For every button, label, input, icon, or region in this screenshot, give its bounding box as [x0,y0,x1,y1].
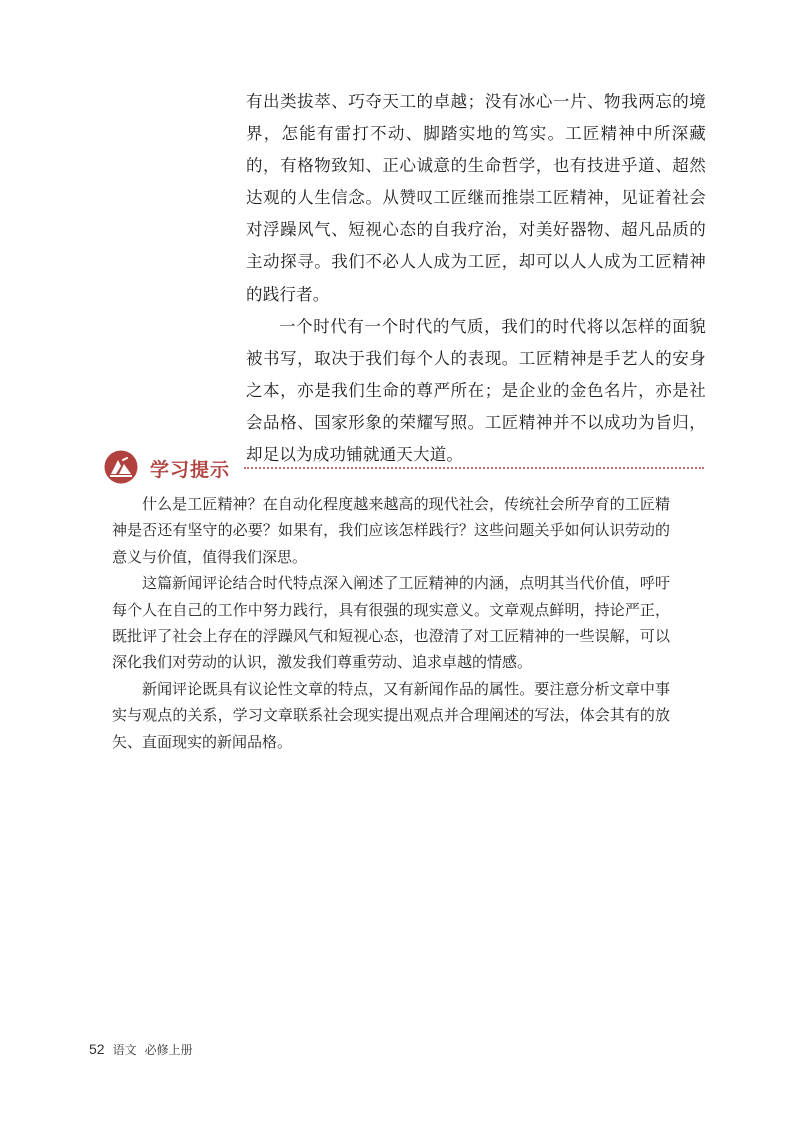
article-body [246,86,706,471]
book-volume: 必修上册 [144,1043,193,1057]
study-tips-logo-icon [104,450,138,484]
study-tips-header [104,450,704,484]
page-footer [89,1041,193,1058]
article-paragraph-1: 有出类拔萃、巧夺天工的卓越；没有冰心一片、物我两忘的境界，怎能有雷打不动、脚踏实地的笃实。工匠精神中所深藏的，有格物致知、正心诚意的生命哲学，也有技进乎道、超然达观的人生信念。从赞叹工匠继而推崇工匠精神，见证着社会对浮躁风气、短视心态的自我疗治，对美好器物、超凡品质的主动探寻。我们不必人人成为工匠，却可以人人成为工匠精神的践行者。 [246,92,706,304]
dotted-divider [244,467,704,469]
study-tips-title: 学习提示 [150,459,231,481]
tips-paragraph-3: 新闻评论既具有议论性文章的特点，又有新闻作品的属性。要注意分析文章中事实与观点的关系，学习文章联系社会现实提出观点并合理阐述的写法，体会其有的放矢、直面现实的新闻品格。 [112,679,670,751]
article-paragraph-2: 一个时代有一个时代的气质，我们的时代将以怎样的面貌被书写，取决于我们每个人的表现。工匠精神是手艺人的安身之本，亦是我们生命的尊严所在；是企业的金色名片，亦是社会品格、国家形象的荣耀写照。工匠精神并不以成功为旨归，却足以为成功铺就通天大道。 [246,316,706,465]
book-title: 语文 [112,1043,137,1057]
study-tips-body [112,491,670,755]
tips-paragraph-1: 什么是工匠精神？在自动化程度越来越高的现代社会，传统社会所孕育的工匠精神是否还有坚守的必要？如果有，我们应该怎样践行？这些问题关乎如何认识劳动的意义与价值，值得我们深思。 [112,495,670,566]
page-number: 52 [89,1041,105,1057]
tips-paragraph-2: 这篇新闻评论结合时代特点深入阐述了工匠精神的内涵，点明其当代价值，呼吁每个人在自己的工作中努力践行，具有很强的现实意义。文章观点鲜明，持论严正，既批评了社会上存在的浮躁风气和短视心态，也澄清了对工匠精神的一些误解，可以深化我们对劳动的认识，激发我们尊重劳动、追求卓越的情感。 [112,574,670,672]
